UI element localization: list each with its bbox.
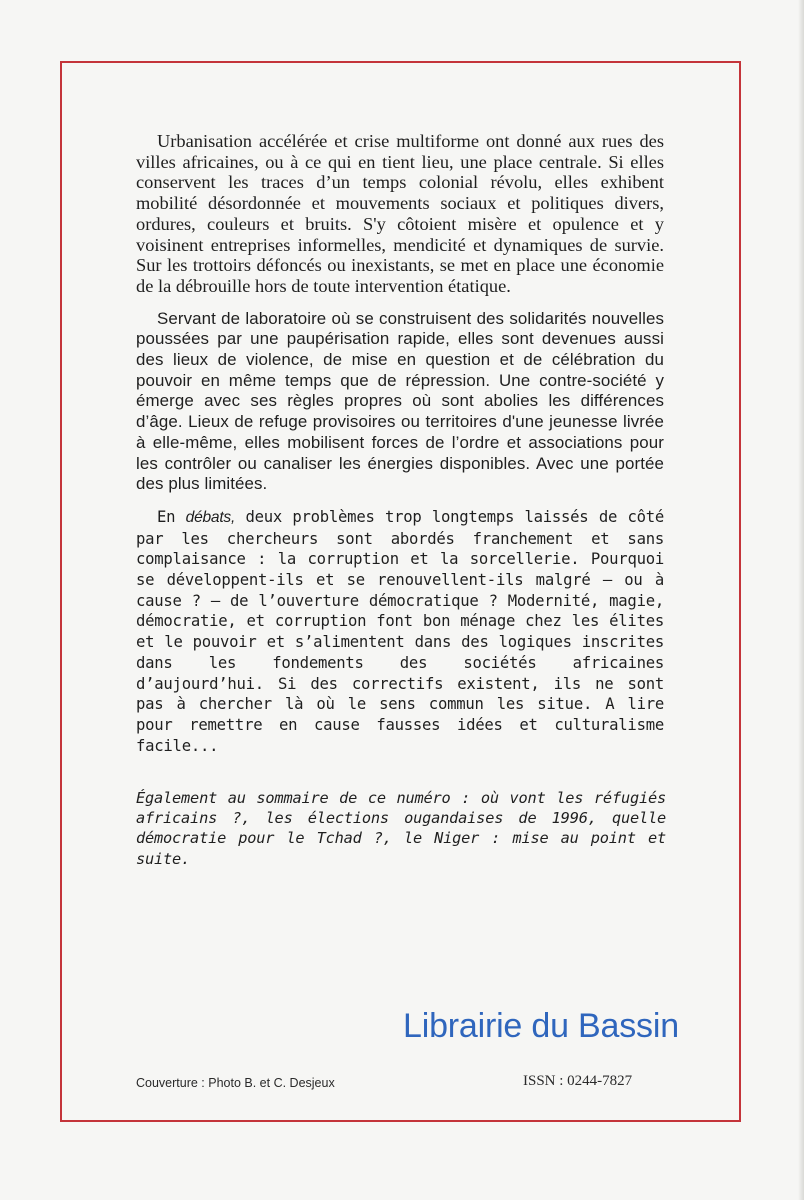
paragraph-3 xyxy=(136,507,664,756)
cover-edge-shadow xyxy=(798,0,804,1200)
paragraph-1: Urbanisation accélérée et crise multiforme ont donné aux rues des villes africaines, ou à ce qui en tient lieu, une place centrale. Si elles conservent les traces d’un temps colonial révolu, elles exhibent mobilité désordonnée et mouvements sociaux et politiques divers, ordures, couleurs et bruits. S'y côtoient misère et opulence et y voisinent entreprises informelles, mendicité et dynamiques de survie. Sur les trottoirs défoncés ou inexistants, se met en place une économie de la débrouille hors de toute intervention étatique. xyxy=(136,131,664,296)
paragraph-2: Servant de laboratoire où se construisent des solidarités nouvelles poussées par une paupérisation rapide, elles sont devenues aussi des lieux de violence, de mise en question et de célébration du pouvoir en même temps que de répression. Une contre-société y émerge avec ses règles propres où sont abolies les différences d’âge. Lieux de refuge provisoires ou territoires d'une jeunesse livrée à elle-même, elles mobilisent forces de l’ordre et associations pour les contrôler ou canaliser les énergies disponibles. Avec une portée des plus limitées. xyxy=(136,308,664,494)
paragraph-3-rest: deux problèmes trop longtemps laissés de côté par les chercheurs sont abordés franchement et sans complaisance : la corruption et la sorcellerie. Pourquoi se développent-ils et se renouvellent-ils malgré – ou à cause ? – de l’ouverture démocratique ? Modernité, magie, démocratie, et corruption font bon ménage chez les élites et le pouvoir et s’alimentent dans des logiques inscrites dans les fondements des sociétés africaines d’aujourd’hui. Si des correctifs existent, ils ne sont pas à chercher là où le sens commun les situe. A lire pour remettre en cause fausses idées et culturalisme facile... xyxy=(136,507,665,755)
blurb-text xyxy=(136,131,664,756)
debats-italic: débats, xyxy=(185,508,236,526)
issn-number: ISSN : 0244-7827 xyxy=(523,1073,633,1089)
contents-note: Également au sommaire de ce numéro : où vont les réfugiés africains ?, les élections ougandaises de 1996, quelle démocratie pour le Tchad ?, le Niger : mise au point et suite. xyxy=(136,789,666,868)
cover-photo-credit: Couverture : Photo B. et C. Desjeux xyxy=(136,1076,335,1090)
paragraph-3-lead: En xyxy=(157,507,176,526)
bookseller-watermark: Librairie du Bassin xyxy=(403,1007,679,1045)
